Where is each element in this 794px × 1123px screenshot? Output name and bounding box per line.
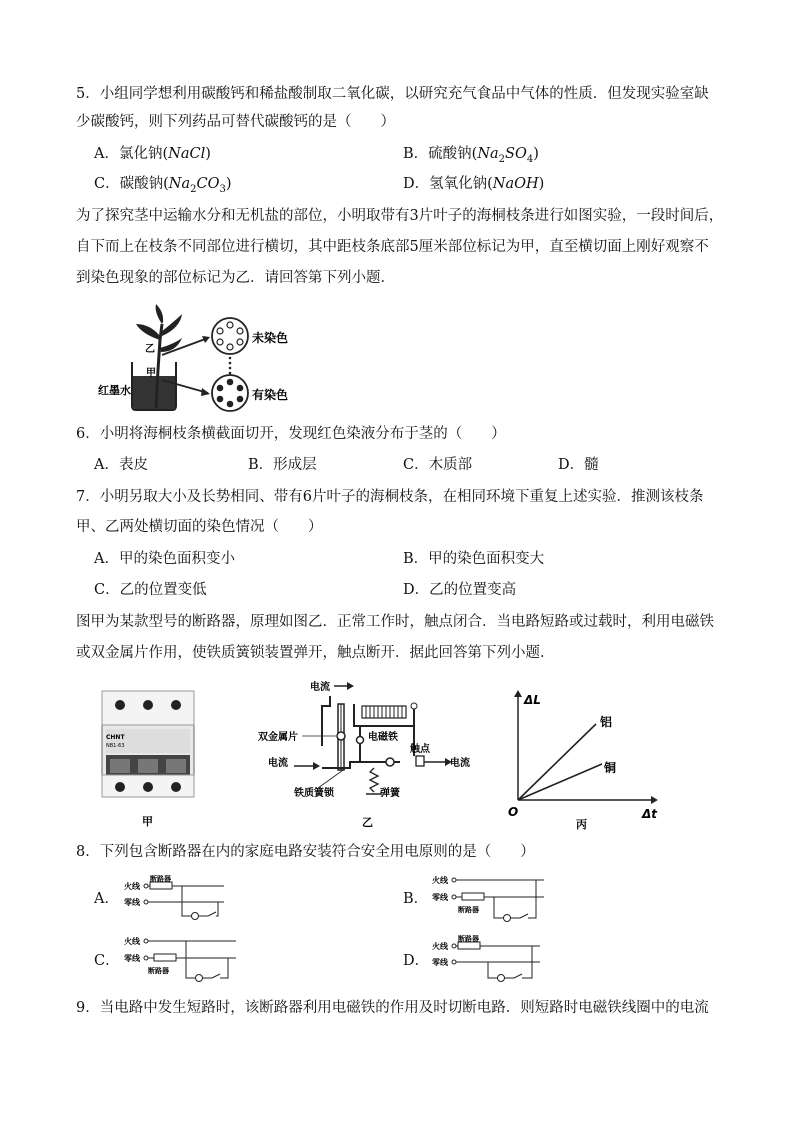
origin-label: O <box>508 805 519 819</box>
q5-option-c: C．碳酸钠$(Na_2CO_3)$ <box>94 176 232 195</box>
q5-option-d: D．氢氧化钠(NaOH) <box>403 176 545 192</box>
q7-text-line1: 7．小明另取大小及长势相同、带有6片叶子的海桐枝条，在相同环境下重复上述实验．推测该枝条 <box>76 489 704 505</box>
neutral-wire-label: 零线 <box>432 958 448 967</box>
brand-label: CHNT <box>106 734 125 741</box>
live-wire-label: 火线 <box>124 882 140 891</box>
breaker-label: 断路器 <box>148 967 169 975</box>
q8-circuit-c <box>120 932 250 984</box>
q5-text-line1: 5．小组同学想利用碳酸钙和稀盐酸制取二氧化碳，以研究充气食品中气体的性质．但发现实验室缺 <box>76 86 709 102</box>
label-copper: 铜 <box>604 761 617 775</box>
q7-option-c: C．乙的位置变低 <box>94 582 207 598</box>
q6-option-d: D．髓 <box>558 457 599 473</box>
q8-text: 8．下列包含断路器在内的家庭电路安装符合安全用电原则的是（ ） <box>76 844 535 860</box>
label-unstained: 未染色 <box>252 331 289 345</box>
stem2-line2: 或双金属片作用，使铁质簧锁装置弹开，触点断开．据此回答第下列小题． <box>76 645 555 661</box>
stem-staining-figure <box>96 300 316 418</box>
q6-option-b: B．形成层 <box>248 457 317 473</box>
label-spring: 弹簧 <box>380 788 400 799</box>
aluminum-line <box>518 724 596 800</box>
stem1-line2: 自下而上在枝条不同部位进行横切，其中距枝条底部5厘米部位标记为甲，直至横切面上刚好观察不 <box>76 239 709 255</box>
label-electromagnet: 电磁铁 <box>368 732 398 743</box>
q8-option-a: A． <box>94 891 119 907</box>
q8-circuit-d <box>428 932 558 984</box>
axis-label-dt: Δt <box>642 807 658 821</box>
live-wire-label: 火线 <box>432 876 448 885</box>
live-wire-label: 火线 <box>124 937 140 946</box>
q6-option-a: A．表皮 <box>94 457 148 473</box>
q7-option-d: D．乙的位置变高 <box>403 582 517 598</box>
q8-circuit-a <box>120 872 240 922</box>
q6-option-c: C．木质部 <box>403 457 473 473</box>
label-aluminum: 铝 <box>600 715 613 729</box>
q5-text-line2: 少碳酸钙，则下列药品可替代碳酸钙的是（ ） <box>76 114 395 130</box>
stem1-line1: 为了探究茎中运输水分和无机盐的部位，小明取带有3片叶子的海桐枝条进行如图实验，一段时间后， <box>76 208 724 224</box>
label-yi: 乙 <box>145 344 155 355</box>
q5-option-b: B．硫酸钠$(Na_2SO_4)$ <box>403 146 539 165</box>
model-label: NB1-63 <box>106 743 125 749</box>
q9-text: 9．当电路中发生短路时，该断路器利用电磁铁的作用及时切断电路．则短路时电磁铁线圈中的电流 <box>76 1000 709 1016</box>
label-jia: 甲 <box>146 368 156 379</box>
breaker-device-figure <box>98 685 200 830</box>
stem2-line1: 图甲为某款型号的断路器，原理如图乙．正常工作时，触点闭合．当电路短路或过载时，利用电磁铁 <box>76 614 714 630</box>
copper-line <box>518 764 602 800</box>
caption-jia: 甲 <box>142 815 153 828</box>
label-contact: 触点 <box>410 744 430 755</box>
caption-bing: 丙 <box>576 818 587 831</box>
breaker-label: 断路器 <box>150 875 171 883</box>
q6-text: 6．小明将海桐枝条横截面切开，发现红色染液分布于茎的（ ） <box>76 426 506 442</box>
q8-option-d: D． <box>403 953 430 969</box>
q7-text-line2: 甲、乙两处横切面的染色情况（ ） <box>76 519 323 535</box>
q8-circuit-b <box>428 872 558 924</box>
live-wire-label: 火线 <box>432 942 448 951</box>
label-iron-latch: 铁质簧锁 <box>294 788 334 799</box>
q5-option-a: A．氯化钠(NaCl) <box>94 146 211 162</box>
label-current-right: 电流 <box>450 758 470 769</box>
label-bimetal: 双金属片 <box>258 732 298 743</box>
q7-option-a: A．甲的染色面积变小 <box>94 551 235 567</box>
neutral-wire-label: 零线 <box>124 898 140 907</box>
expansion-graph-figure <box>506 684 666 832</box>
neutral-wire-label: 零线 <box>124 954 140 963</box>
breaker-label: 断路器 <box>458 906 479 914</box>
breaker-principle-figure <box>250 676 490 832</box>
q8-option-c: C． <box>94 953 120 969</box>
q8-option-b: B． <box>403 891 429 907</box>
breaker-label: 断路器 <box>458 935 479 943</box>
label-stained: 有染色 <box>252 388 289 402</box>
q7-option-b: B．甲的染色面积变大 <box>403 551 545 567</box>
neutral-wire-label: 零线 <box>432 893 448 902</box>
axis-label-dl: ΔL <box>524 693 541 707</box>
unstained-cross-section <box>212 318 248 354</box>
label-current-left: 电流 <box>268 758 288 769</box>
stem1-line3: 到染色现象的部位标记为乙．请回答第下列小题． <box>76 270 395 286</box>
label-current-top: 电流 <box>310 682 330 693</box>
label-red-ink: 红墨水 <box>98 384 131 397</box>
caption-yi: 乙 <box>362 816 373 829</box>
